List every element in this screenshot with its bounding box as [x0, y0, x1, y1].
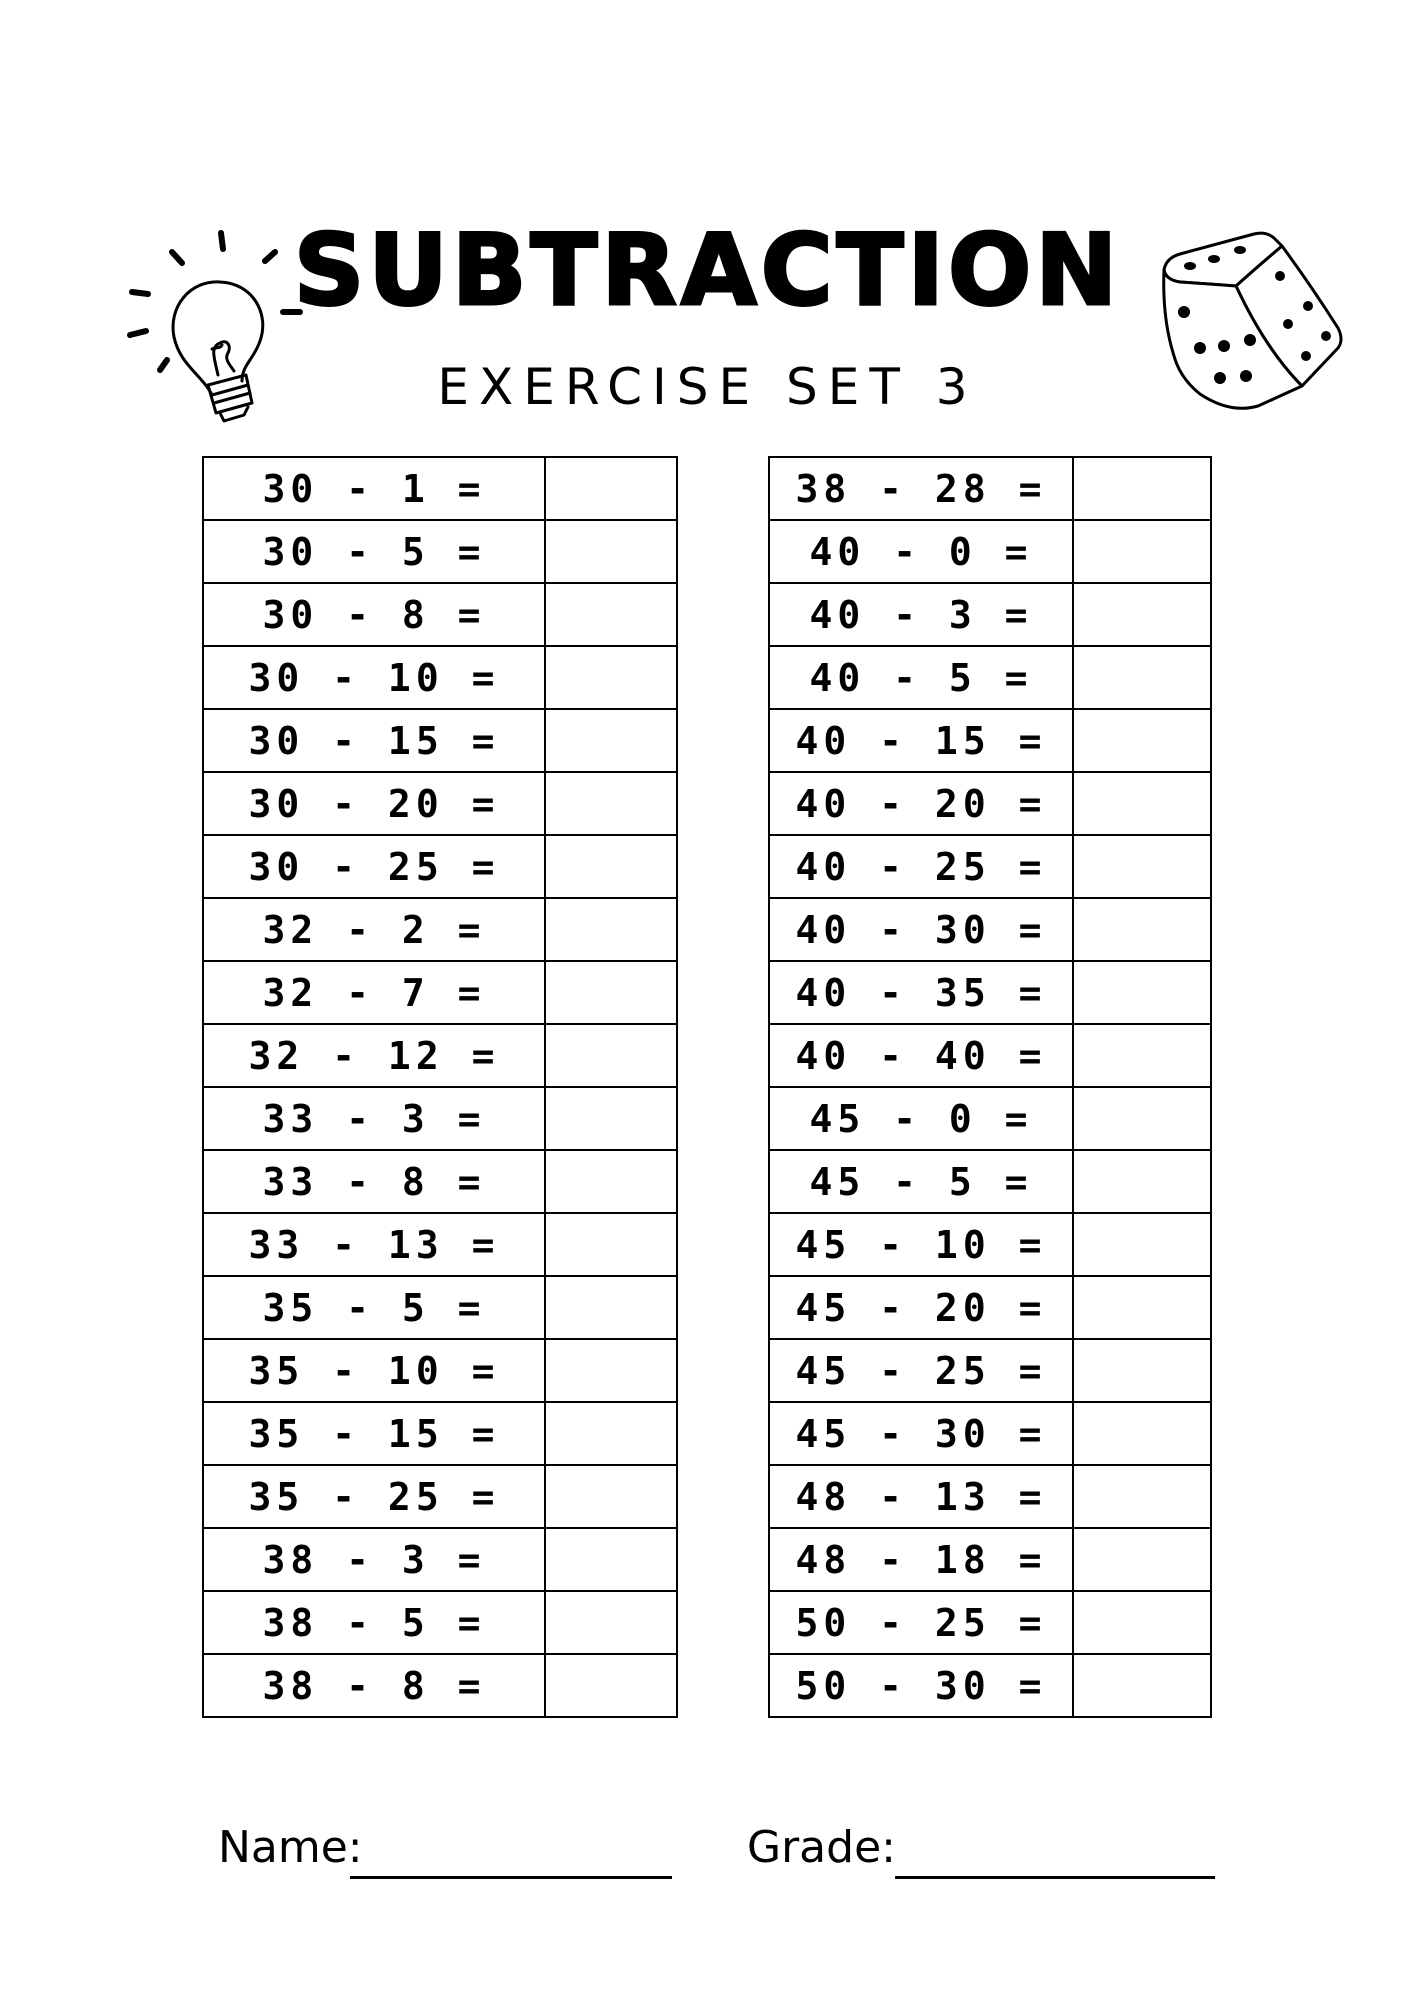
exercise-row [203, 835, 677, 898]
equation-cell: 45 - 10 = [769, 1213, 1073, 1276]
equation-cell: 38 - 28 = [769, 457, 1073, 520]
equation-cell: 40 - 5 = [769, 646, 1073, 709]
exercise-table-left [202, 456, 678, 1718]
equation-cell: 35 - 25 = [203, 1465, 545, 1528]
exercise-row [203, 961, 677, 1024]
equation-cell: 33 - 3 = [203, 1087, 545, 1150]
answer-box[interactable] [545, 1402, 677, 1465]
exercise-row [203, 709, 677, 772]
exercise-row [769, 1276, 1211, 1339]
equation-cell: 50 - 30 = [769, 1654, 1073, 1717]
answer-box[interactable] [545, 961, 677, 1024]
answer-box[interactable] [545, 772, 677, 835]
equation-cell: 35 - 10 = [203, 1339, 545, 1402]
answer-box[interactable] [1073, 835, 1211, 898]
equation-cell: 32 - 7 = [203, 961, 545, 1024]
answer-box[interactable] [1073, 646, 1211, 709]
equation-cell: 50 - 25 = [769, 1591, 1073, 1654]
answer-box[interactable] [1073, 961, 1211, 1024]
exercise-row [203, 1465, 677, 1528]
exercise-row [769, 961, 1211, 1024]
answer-box[interactable] [545, 1213, 677, 1276]
equation-cell: 48 - 18 = [769, 1528, 1073, 1591]
equation-cell: 38 - 3 = [203, 1528, 545, 1591]
equation-cell: 30 - 5 = [203, 520, 545, 583]
equation-cell: 40 - 20 = [769, 772, 1073, 835]
equation-cell: 38 - 8 = [203, 1654, 545, 1717]
answer-box[interactable] [1073, 1339, 1211, 1402]
answer-box[interactable] [1073, 772, 1211, 835]
answer-box[interactable] [545, 835, 677, 898]
exercise-row [203, 898, 677, 961]
exercise-row [769, 1465, 1211, 1528]
exercise-row [769, 1150, 1211, 1213]
exercise-row [203, 1591, 677, 1654]
exercise-row [769, 835, 1211, 898]
equation-cell: 48 - 13 = [769, 1465, 1073, 1528]
exercise-row [203, 1024, 677, 1087]
answer-box[interactable] [1073, 1087, 1211, 1150]
exercise-row [769, 583, 1211, 646]
answer-box[interactable] [545, 520, 677, 583]
exercise-row [769, 772, 1211, 835]
answer-box[interactable] [1073, 457, 1211, 520]
page-subtitle: EXERCISE SET 3 [437, 358, 978, 416]
equation-cell: 33 - 8 = [203, 1150, 545, 1213]
exercise-row [769, 1528, 1211, 1591]
equation-cell: 33 - 13 = [203, 1213, 545, 1276]
exercise-row [769, 1087, 1211, 1150]
page-title: SUBTRACTION [293, 214, 1122, 328]
equation-cell: 32 - 12 = [203, 1024, 545, 1087]
name-input-line[interactable] [350, 1876, 672, 1879]
exercise-row [203, 1087, 677, 1150]
equation-cell: 45 - 30 = [769, 1402, 1073, 1465]
name-label: Name: [218, 1822, 363, 1873]
exercise-row [769, 1213, 1211, 1276]
equation-cell: 30 - 8 = [203, 583, 545, 646]
equation-cell: 40 - 0 = [769, 520, 1073, 583]
exercise-row [203, 1654, 677, 1717]
answer-box[interactable] [1073, 1024, 1211, 1087]
equation-cell: 32 - 2 = [203, 898, 545, 961]
exercise-row [203, 646, 677, 709]
answer-box[interactable] [1073, 1276, 1211, 1339]
answer-box[interactable] [1073, 709, 1211, 772]
lightbulb-icon [120, 225, 320, 425]
equation-cell: 35 - 5 = [203, 1276, 545, 1339]
exercise-row [769, 457, 1211, 520]
answer-box[interactable] [545, 457, 677, 520]
exercise-row [769, 709, 1211, 772]
equation-cell: 45 - 25 = [769, 1339, 1073, 1402]
exercise-row [203, 772, 677, 835]
answer-box[interactable] [545, 1654, 677, 1717]
exercise-row [203, 1339, 677, 1402]
equation-cell: 40 - 35 = [769, 961, 1073, 1024]
exercise-row [769, 1024, 1211, 1087]
answer-box[interactable] [545, 1150, 677, 1213]
answer-box[interactable] [545, 709, 677, 772]
grade-label: Grade: [747, 1822, 896, 1873]
exercise-row [769, 646, 1211, 709]
exercise-row [203, 1402, 677, 1465]
equation-cell: 40 - 40 = [769, 1024, 1073, 1087]
equation-cell: 38 - 5 = [203, 1591, 545, 1654]
answer-box[interactable] [545, 1339, 677, 1402]
equation-cell: 30 - 20 = [203, 772, 545, 835]
answer-box[interactable] [1073, 583, 1211, 646]
answer-box[interactable] [545, 646, 677, 709]
answer-box[interactable] [1073, 1465, 1211, 1528]
equation-cell: 40 - 25 = [769, 835, 1073, 898]
exercise-table-right [768, 456, 1212, 1718]
answer-box[interactable] [1073, 1402, 1211, 1465]
equation-cell: 30 - 25 = [203, 835, 545, 898]
equation-cell: 45 - 5 = [769, 1150, 1073, 1213]
exercise-row [769, 520, 1211, 583]
equation-cell: 30 - 15 = [203, 709, 545, 772]
answer-box[interactable] [545, 583, 677, 646]
equation-cell: 40 - 30 = [769, 898, 1073, 961]
answer-box[interactable] [545, 1276, 677, 1339]
exercise-row [203, 1150, 677, 1213]
answer-box[interactable] [545, 1591, 677, 1654]
exercise-row [769, 898, 1211, 961]
equation-cell: 35 - 15 = [203, 1402, 545, 1465]
equation-cell: 40 - 3 = [769, 583, 1073, 646]
answer-box[interactable] [1073, 1528, 1211, 1591]
answer-box[interactable] [545, 1087, 677, 1150]
exercise-row [203, 583, 677, 646]
equation-cell: 40 - 15 = [769, 709, 1073, 772]
answer-box[interactable] [545, 1465, 677, 1528]
answer-box[interactable] [545, 1528, 677, 1591]
grade-input-line[interactable] [895, 1876, 1215, 1879]
equation-cell: 30 - 1 = [203, 457, 545, 520]
exercise-row [769, 1654, 1211, 1717]
equation-cell: 45 - 0 = [769, 1087, 1073, 1150]
answer-box[interactable] [1073, 1591, 1211, 1654]
exercise-row [203, 457, 677, 520]
answer-box[interactable] [545, 1024, 677, 1087]
answer-box[interactable] [545, 898, 677, 961]
answer-box[interactable] [1073, 898, 1211, 961]
answer-box[interactable] [1073, 1213, 1211, 1276]
equation-cell: 45 - 20 = [769, 1276, 1073, 1339]
equation-cell: 30 - 10 = [203, 646, 545, 709]
answer-box[interactable] [1073, 1150, 1211, 1213]
answer-box[interactable] [1073, 520, 1211, 583]
dice-icon [1150, 228, 1350, 428]
exercise-row [203, 1528, 677, 1591]
answer-box[interactable] [1073, 1654, 1211, 1717]
exercise-row [769, 1339, 1211, 1402]
exercise-row [203, 1276, 677, 1339]
exercise-row [203, 1213, 677, 1276]
exercise-row [203, 520, 677, 583]
exercise-row [769, 1402, 1211, 1465]
exercise-row [769, 1591, 1211, 1654]
